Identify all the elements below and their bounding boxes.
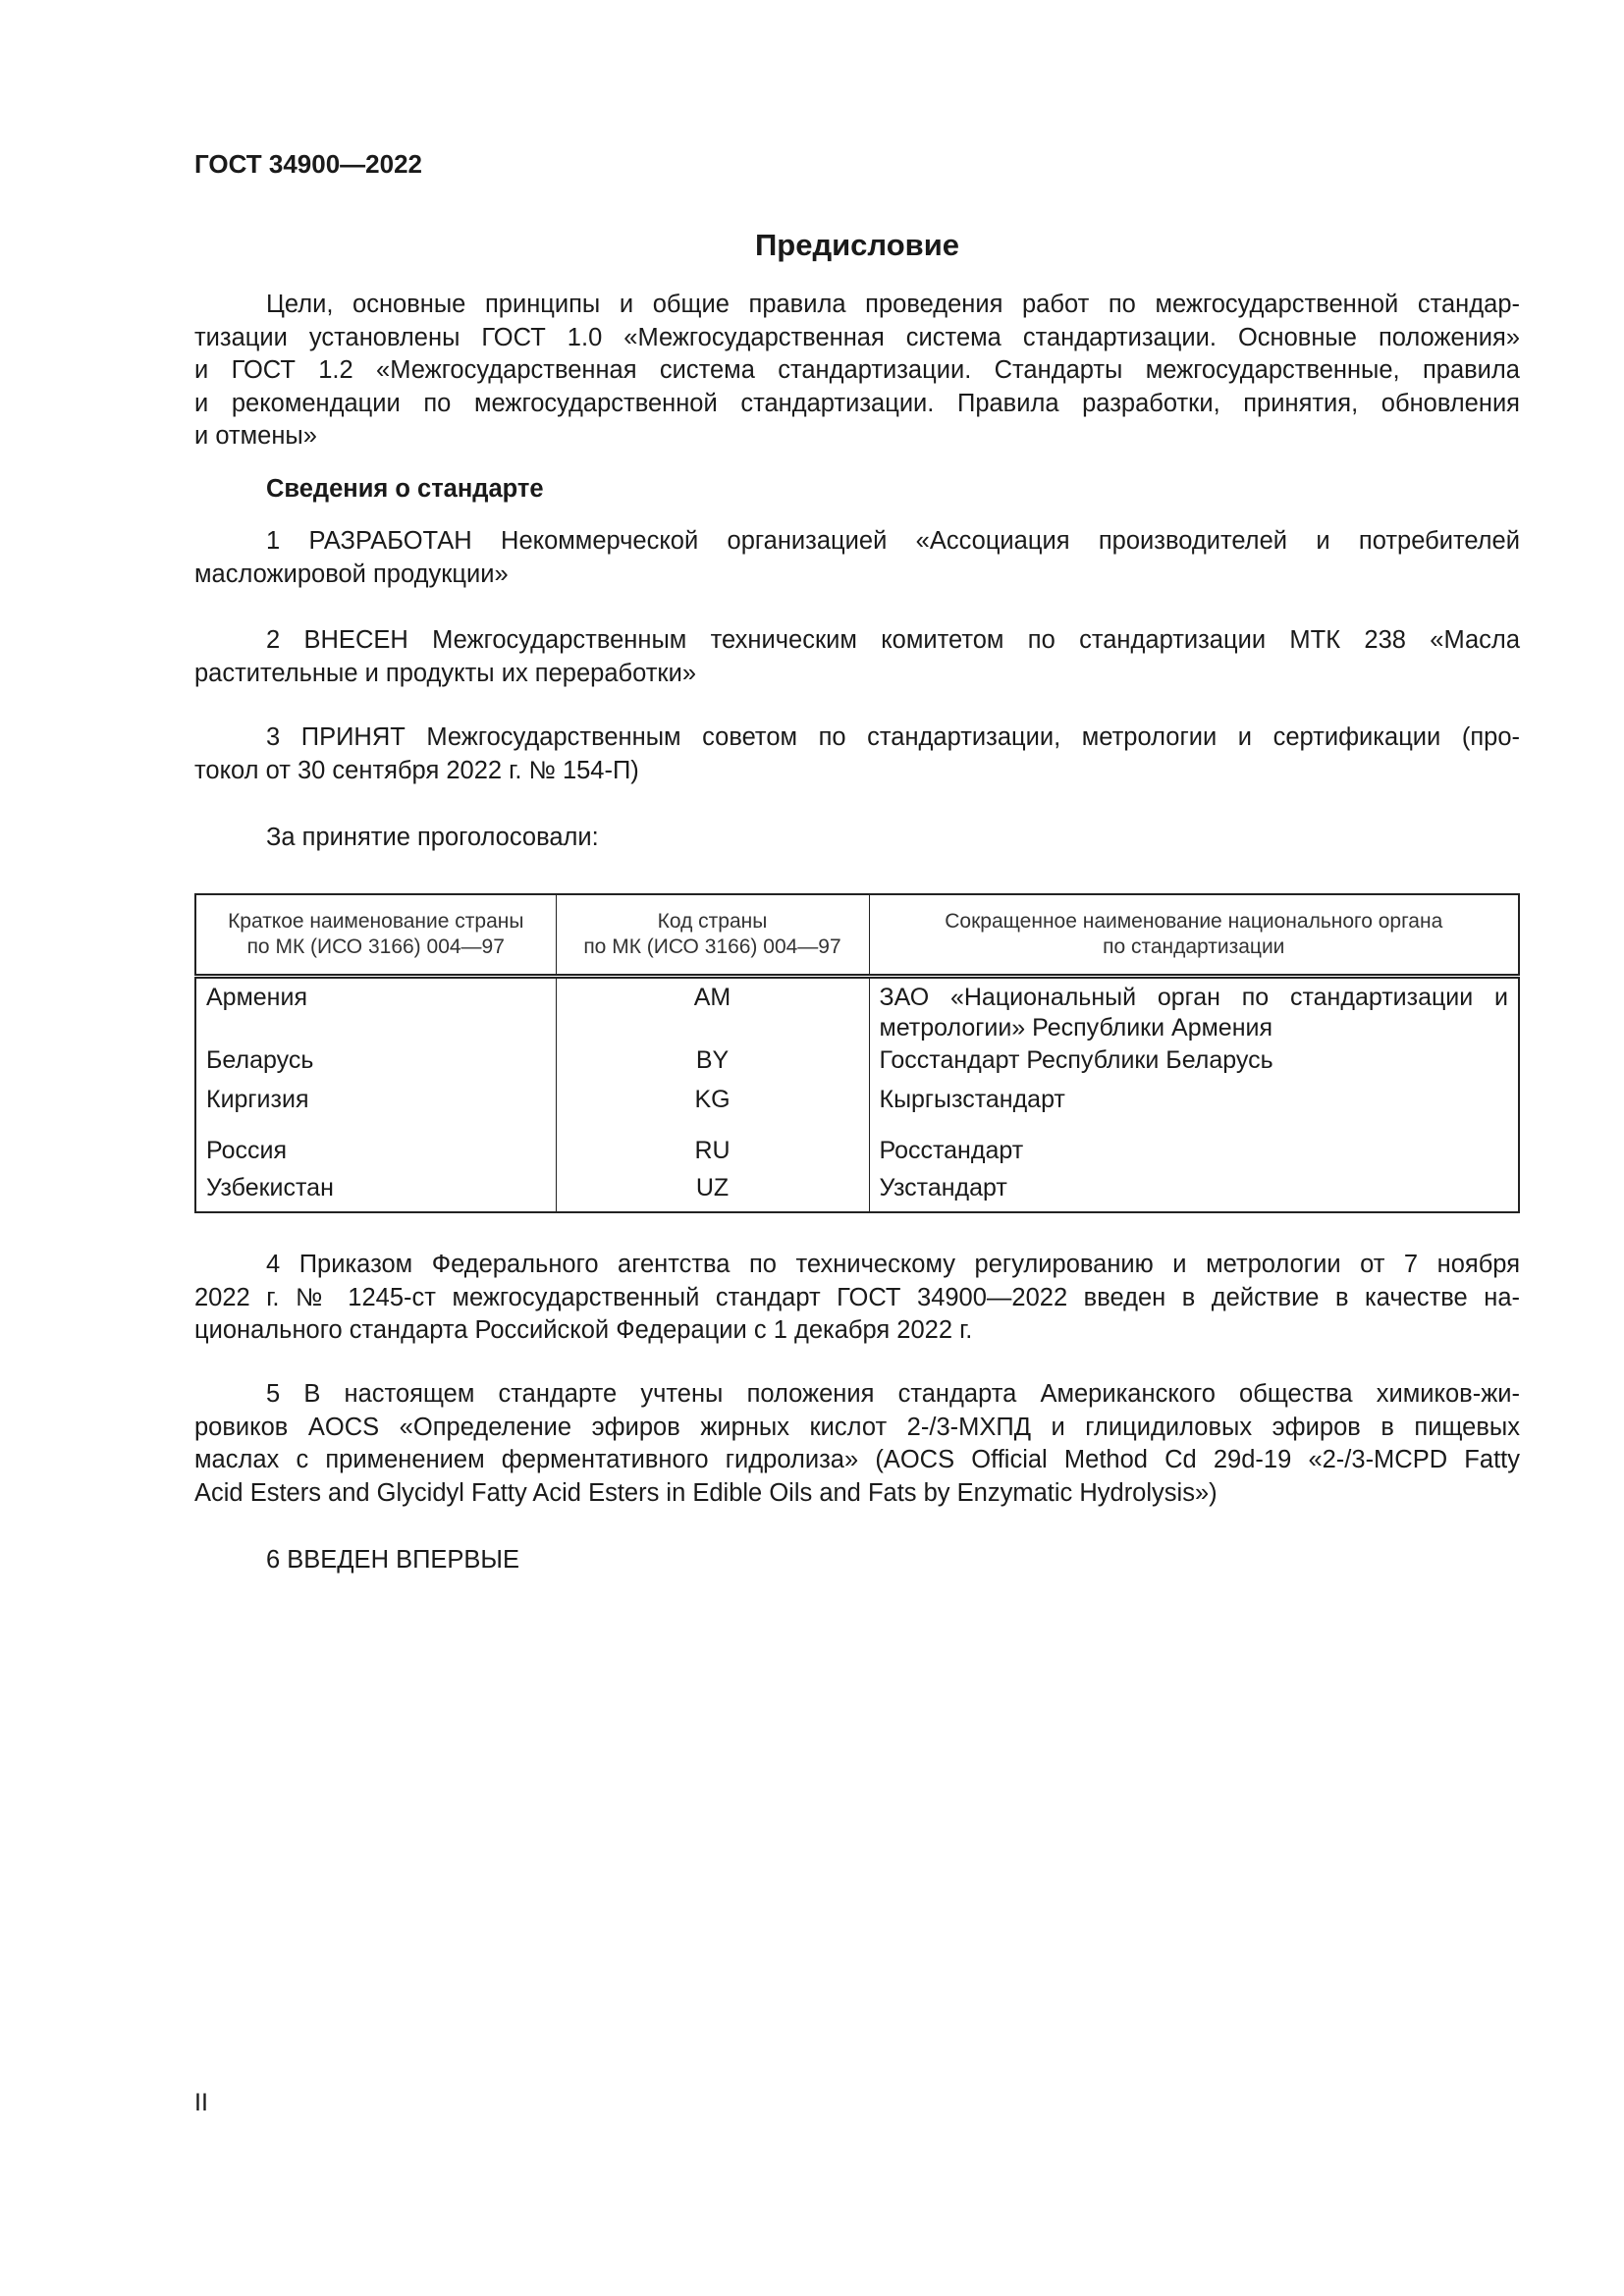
text-line: масложировой продукции» (194, 560, 509, 588)
header-line: по МК (ИСО 3166) 004—97 (246, 935, 505, 958)
org-cell: Росстандарт (869, 1136, 1519, 1173)
org-cell: ЗАО «Национальный орган по стандартизации и метрологии» Республики Армения (869, 977, 1519, 1045)
country-cell: Беларусь (206, 1045, 314, 1074)
text-line: 3 ПРИНЯТ Межгосударственным советом по стандартизации, метрологии и сертификации (про- (266, 723, 1520, 751)
item-5 (194, 1378, 1520, 1510)
intro-paragraph (194, 289, 1520, 454)
header-code (556, 894, 869, 977)
item-1 (194, 525, 1520, 591)
text-line: маслах с применением ферментативного гидролиза» (AOCS Official Method Cd 29d-19 «2-/3-MCPD Fatty (194, 1446, 1520, 1473)
code-cell: RU (556, 1136, 869, 1173)
table-row (195, 1173, 1519, 1212)
table-row (195, 1136, 1519, 1173)
header-line: по МК (ИСО 3166) 004—97 (583, 935, 841, 958)
code-cell: KG (556, 1085, 869, 1136)
item-6 (194, 1544, 1520, 1577)
text-line: тизации установлены ГОСТ 1.0 «Межгосударственная система стандартизации. Основные положения» (194, 323, 1520, 351)
header-line: Краткое наименование страны (228, 910, 524, 933)
text-line: ционального стандарта Российской Федерации с 1 декабря 2022 г. (194, 1316, 973, 1344)
code-cell: BY (556, 1045, 869, 1085)
table-row (195, 1045, 1519, 1085)
org-cell: Госстандарт Республики Беларусь (869, 1045, 1519, 1085)
text-line: 1 РАЗРАБОТАН Некоммерческой организацией «Ассоциация производителей и потребителей (266, 527, 1520, 555)
text-line: 5 В настоящем стандарте учтены положения стандарта Американского общества химиков-жи- (266, 1380, 1520, 1408)
text-line: растительные и продукты их переработки» (194, 659, 696, 687)
header-country (195, 894, 556, 977)
header-line: Сокращенное наименование национального органа (945, 910, 1443, 933)
text-line: токол от 30 сентября 2022 г. № 154-П) (194, 756, 639, 784)
text-line: и ГОСТ 1.2 «Межгосударственная система стандартизации. Стандарты межгосударственные, правила (194, 356, 1520, 384)
code-cell: UZ (556, 1173, 869, 1212)
header-org (869, 894, 1519, 977)
text-line: 6 ВВЕДЕН ВПЕРВЫЕ (266, 1546, 520, 1574)
table-header-row (195, 894, 1519, 977)
table-row (195, 977, 1519, 1045)
voted-label (194, 822, 1520, 855)
org-cell: Кыргызстандарт (869, 1085, 1519, 1136)
section-subtitle: Сведения о стандарте (266, 475, 544, 503)
header-line: Код страны (657, 910, 768, 933)
table-row (195, 1085, 1519, 1136)
text-line: 2 ВНЕСЕН Межгосударственным техническим комитетом по стандартизации МТК 238 «Масла (266, 626, 1520, 654)
page-title: Предисловие (754, 228, 959, 262)
item-4 (194, 1249, 1520, 1348)
text-line: и отмены» (194, 422, 317, 450)
code-cell: AM (556, 977, 869, 1045)
item-3 (194, 721, 1520, 787)
text-line: и рекомендации по межгосударственной стандартизации. Правила разработки, принятия, обновления (194, 389, 1520, 417)
document-header: ГОСТ 34900—2022 (194, 149, 422, 179)
text-line: Acid Esters and Glycidyl Fatty Acid Esters in Edible Oils and Fats by Enzymatic Hydrolysis») (194, 1478, 1218, 1507)
country-cell: Армения (206, 984, 307, 1011)
page-number: II (194, 2089, 208, 2116)
voting-table (194, 893, 1520, 1213)
text-line: 4 Приказом Федерального агентства по техническому регулированию и метрологии от 7 ноября (266, 1251, 1520, 1278)
country-cell: Киргизия (206, 1085, 309, 1113)
header-line: по стандартизации (1103, 935, 1285, 958)
country-cell: Россия (206, 1136, 287, 1164)
text-line: 2022 г. № 1245-ст межгосударственный стандарт ГОСТ 34900—2022 введен в действие в качестве на- (194, 1283, 1520, 1311)
org-cell: Узстандарт (869, 1173, 1519, 1212)
voted-text: За принятие проголосовали: (266, 824, 599, 851)
country-cell: Узбекистан (206, 1173, 334, 1201)
text-line: Цели, основные принципы и общие правила проведения работ по межгосударственной стандар- (266, 291, 1520, 318)
text-line: ровиков AOCS «Определение эфиров жирных кислот 2-/3-МХПД и глицидиловых эфиров в пищевых (194, 1413, 1520, 1441)
item-2 (194, 624, 1520, 690)
